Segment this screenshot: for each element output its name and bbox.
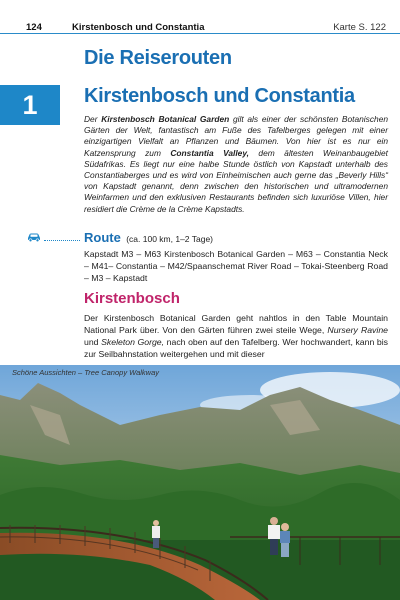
section-title: Die Reiserouten (84, 47, 232, 69)
header-rule (0, 33, 400, 34)
route-heading (84, 230, 213, 245)
kirstenbosch-paragraph (84, 312, 388, 360)
page-number: 124 (26, 22, 42, 33)
intro-paragraph (84, 114, 388, 215)
intro-text: Der (84, 114, 102, 124)
kirstenbosch-title: Kirstenbosch (84, 290, 180, 307)
route-label: Route (84, 230, 121, 245)
route-number-badge: 1 (0, 85, 60, 125)
route-path: Kapstadt M3 – M63 Kirstenbosch Botanical Garden – M63 – Constantia Neck – M41– Constantia – M42/Spaanschemat River Road – Tokai-Steenberg Road – M3 – Kapstadt (84, 249, 388, 283)
page-header (0, 0, 400, 34)
intro-highlight-garden: Kirstenbosch Botanical Garden (101, 114, 230, 124)
route-title: Kirstenbosch und Constantia (84, 85, 355, 107)
route-leader-line (44, 240, 80, 241)
intro-highlight-valley: Constantia Valley, (170, 147, 249, 158)
canopy-walkway-photo (0, 365, 400, 600)
trail-name-skeleton: Skeleton Gorge, (101, 337, 165, 347)
intro-text: gilt als einer der schönsten Botanischen Gärten der Welt, fantastisch am Fuße des Tafelberges gelegen mit einer einzigartigen Vielfalt an Pflanzen und Bäumen. Von hier ist es nur ein Katzensprung zum (84, 114, 389, 158)
photo-caption: Schöne Aussichten – Tree Canopy Walkway (12, 368, 160, 377)
trail-name-nursery: Nursery Ravine (327, 325, 388, 335)
car-icon (26, 232, 42, 242)
intro-text: dem ältesten Weinanbaugebiet Südafrikas. Es liegt nur eine halbe Stunde östlich von Kapstadt unterhalb des Constantiaberges und es wird von Einheimischen auch gerne das „Beverly Hills“ von Kapstadt genannt, denn zwischen den historischen und ultramodernen Weinfarmen und den exklusiven Restaurants befinden sich luxuriöse Villen, hier residiert die Crème de la Crème Kapstadts. (84, 147, 388, 214)
route-meta: (ca. 100 km, 1–2 Tage) (126, 234, 213, 244)
running-head: Kirstenbosch und Constantia (72, 22, 205, 33)
body-text: nach oben auf den Tafelberg. Wer hochwandert, kann bis zur Seilbahnstation weitergehen und mit dieser (84, 337, 388, 359)
body-text: und (84, 337, 102, 347)
map-reference: Karte S. 122 (333, 22, 386, 33)
body-text: Der Kirstenbosch Botanical Garden geht nahtlos in den Table Mountain National Park über. Von den Gärten führen zwei steile Wege, (84, 313, 388, 335)
